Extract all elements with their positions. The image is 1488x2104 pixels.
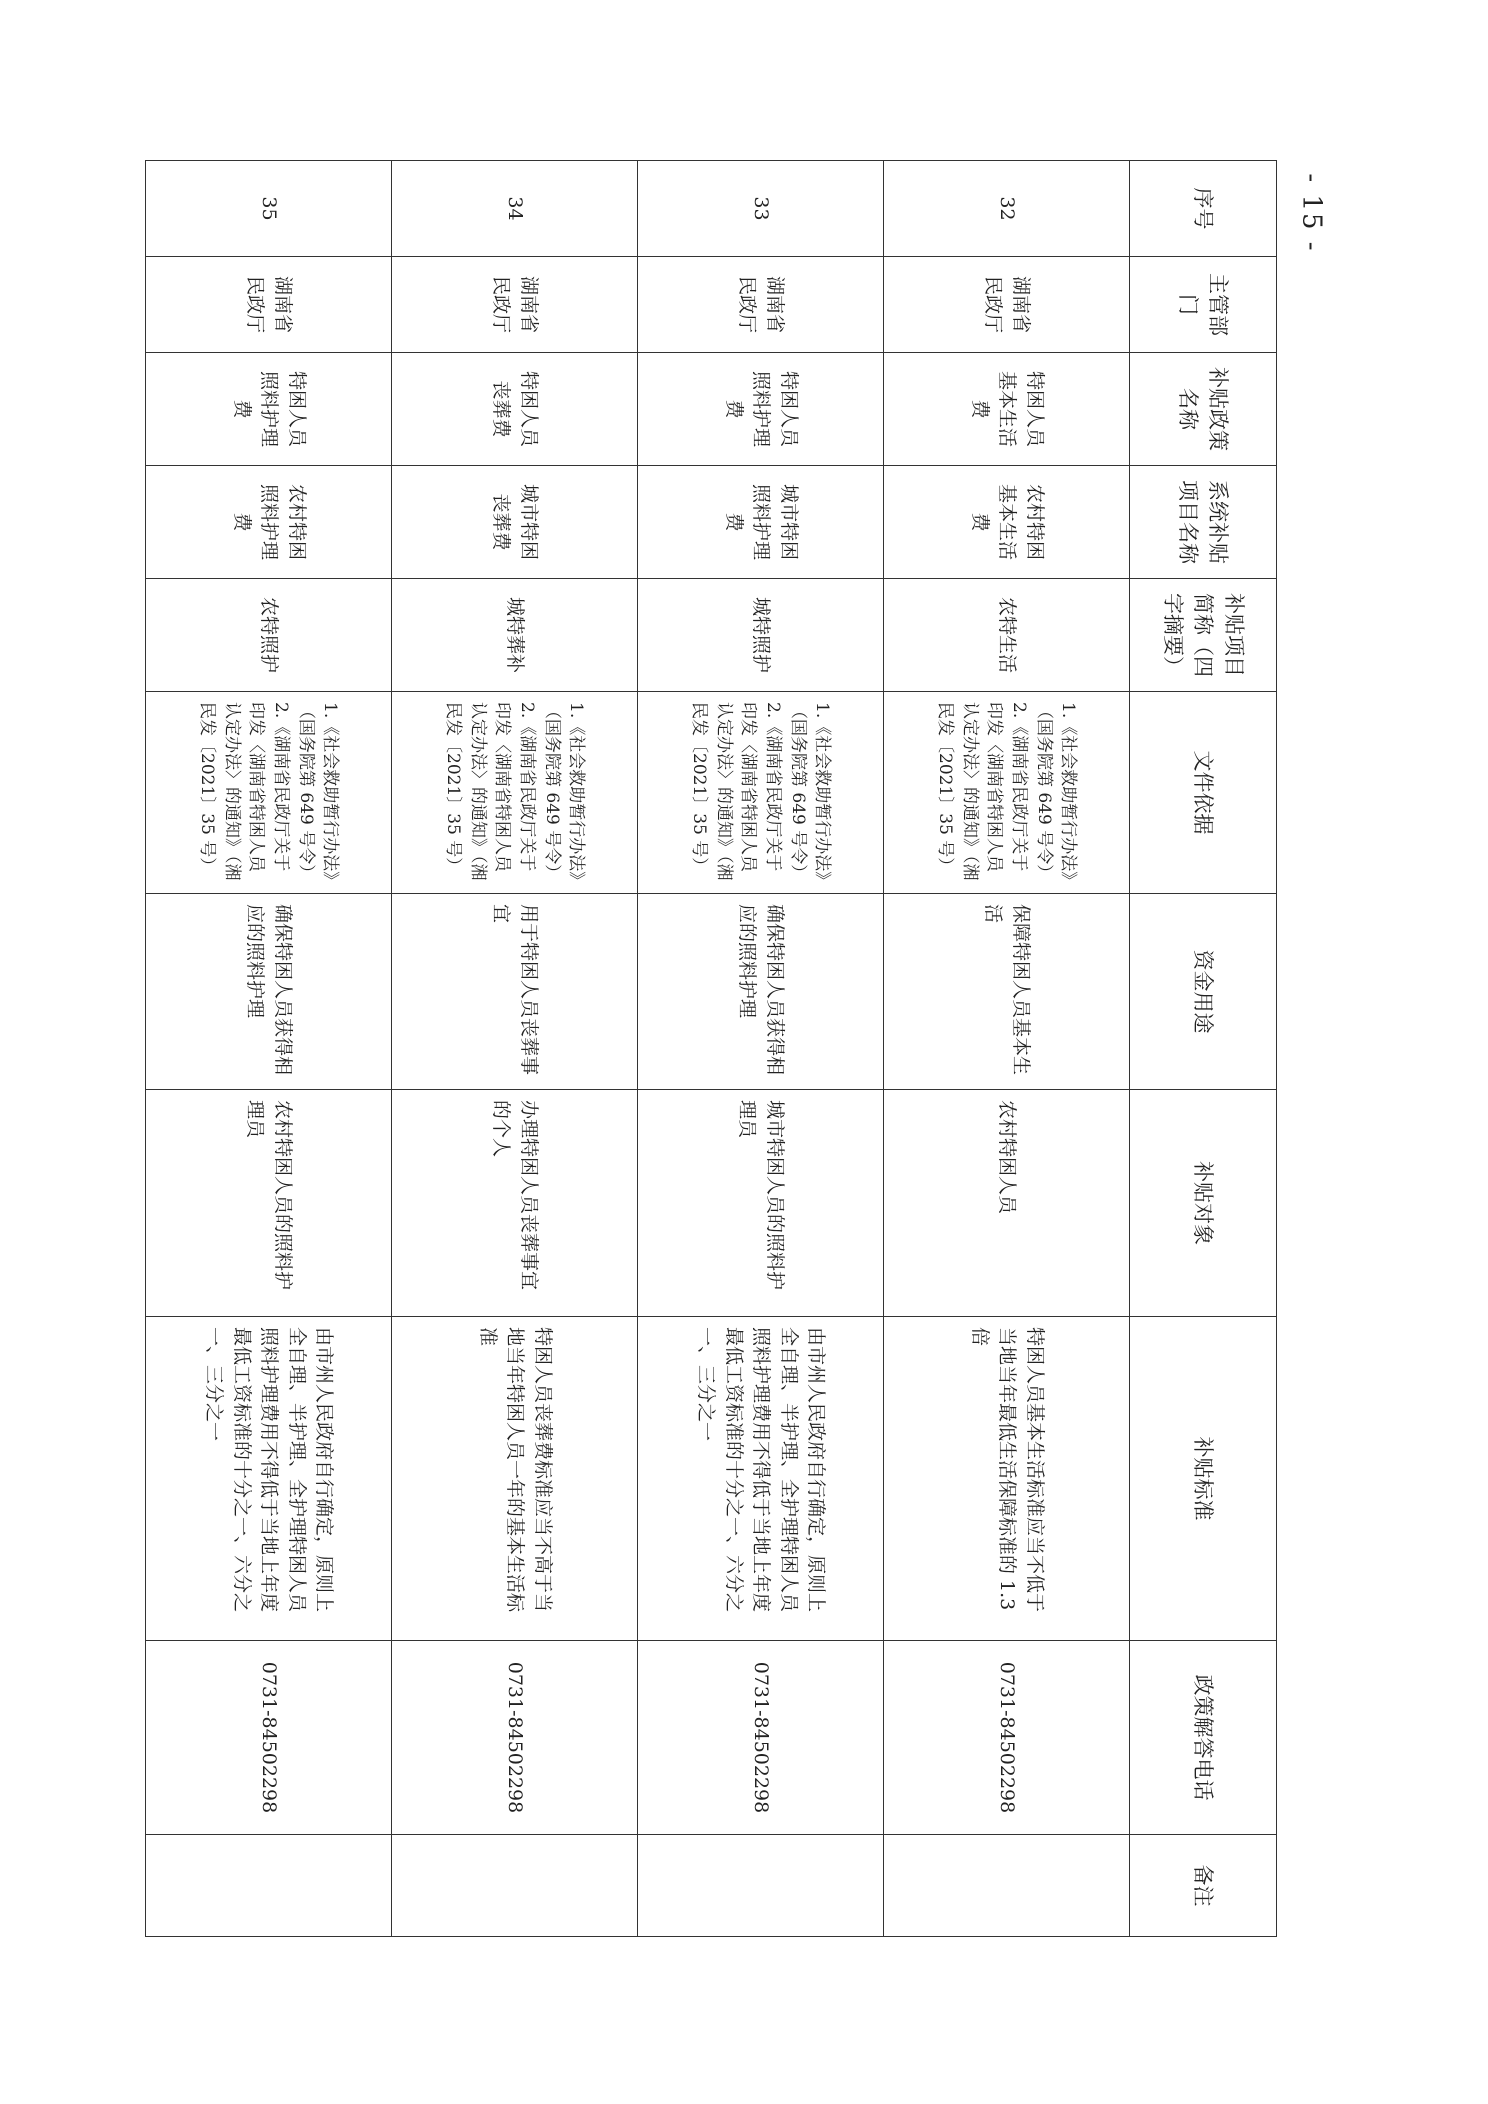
header-standard: 补贴标准: [1130, 1317, 1277, 1641]
cell-usage: 确保特困人员获得相应的照料护理: [146, 894, 392, 1090]
cell-policy: 特困人员照料护理费: [638, 353, 884, 466]
basis-item-2: 2.《湖南省民政厅关于印发〈湖南省特困人员认定办法〉的通知》（湘民发〔2021〕35 号）: [935, 702, 1030, 881]
cell-policy: 特困人员照料护理费: [146, 353, 392, 466]
cell-policy: 特困人员基本生活费: [884, 353, 1130, 466]
header-target: 补贴对象: [1130, 1090, 1277, 1317]
header-abbr: 补贴项目简称（四字摘要）: [1130, 579, 1277, 692]
cell-system-name: 农村特困基本生活费: [884, 466, 1130, 579]
basis-item-1: 1.《社会救助暂行办法》（国务院第 649 号令）: [787, 702, 833, 882]
table-row: [638, 161, 884, 1937]
cell-dept: 湖南省民政厅: [392, 257, 638, 353]
table-header-row: [1130, 161, 1277, 1937]
basis-item-2: 2.《湖南省民政厅关于印发〈湖南省特困人员认定办法〉的通知》（湘民发〔2021〕35 号）: [689, 702, 784, 881]
subsidy-table-wrapper: [145, 160, 1277, 1936]
cell-target: 农村特困人员的照料护理员: [146, 1090, 392, 1317]
cell-seq: 34: [392, 161, 638, 257]
cell-system-name: 城市特困照料护理费: [638, 466, 884, 579]
cell-note: [146, 1835, 392, 1937]
cell-usage: 保障特困人员基本生活: [884, 894, 1130, 1090]
cell-basis: [638, 692, 884, 894]
cell-policy: 特困人员丧葬费: [392, 353, 638, 466]
header-note: 备注: [1130, 1835, 1277, 1937]
basis-item-1: 1.《社会救助暂行办法》（国务院第 649 号令）: [1033, 702, 1079, 882]
cell-abbr: 城特照护: [638, 579, 884, 692]
cell-abbr: 城特葬补: [392, 579, 638, 692]
table-row: [392, 161, 638, 1937]
cell-seq: 33: [638, 161, 884, 257]
cell-note: [638, 1835, 884, 1937]
cell-target: 农村特困人员: [884, 1090, 1130, 1317]
header-usage: 资金用途: [1130, 894, 1277, 1090]
cell-standard: 由市州人民政府自行确定，原则上全自理、半护理、全护理特困人员照料护理费用不得低于当地上年度最低工资标准的十分之一、六分之一、三分之一: [146, 1317, 392, 1641]
cell-basis: [884, 692, 1130, 894]
cell-usage: 确保特困人员获得相应的照料护理: [638, 894, 884, 1090]
cell-note: [392, 1835, 638, 1937]
header-dept: 主管部门: [1130, 257, 1277, 353]
cell-abbr: 农特照护: [146, 579, 392, 692]
basis-item-1: 1.《社会救助暂行办法》（国务院第 649 号令）: [295, 702, 341, 882]
cell-basis: [146, 692, 392, 894]
table-row: [884, 161, 1130, 1937]
cell-phone: 0731-84502298: [146, 1641, 392, 1835]
cell-dept: 湖南省民政厅: [146, 257, 392, 353]
cell-dept: 湖南省民政厅: [884, 257, 1130, 353]
header-basis: 文件依据: [1130, 692, 1277, 894]
page-number: [1292, 168, 1332, 258]
cell-note: [884, 1835, 1130, 1937]
cell-usage: 用于特困人员丧葬事宜: [392, 894, 638, 1090]
header-phone: 政策解答电话: [1130, 1641, 1277, 1835]
basis-item-2: 2.《湖南省民政厅关于印发〈湖南省特困人员认定办法〉的通知》（湘民发〔2021〕35 号）: [197, 702, 292, 881]
cell-system-name: 农村特困照料护理费: [146, 466, 392, 579]
cell-phone: 0731-84502298: [884, 1641, 1130, 1835]
header-seq: 序号: [1130, 161, 1277, 257]
cell-target: 城市特困人员的照料护理员: [638, 1090, 884, 1317]
cell-standard: 由市州人民政府自行确定，原则上全自理、半护理、全护理特困人员照料护理费用不得低于当地上年度最低工资标准的十分之一、六分之一、三分之一: [638, 1317, 884, 1641]
cell-dept: 湖南省民政厅: [638, 257, 884, 353]
page-number-text: - 15 -: [1297, 173, 1327, 253]
header-policy: 补贴政策名称: [1130, 353, 1277, 466]
cell-abbr: 农特生活: [884, 579, 1130, 692]
cell-system-name: 城市特困丧葬费: [392, 466, 638, 579]
cell-seq: 35: [146, 161, 392, 257]
basis-item-2: 2.《湖南省民政厅关于印发〈湖南省特困人员认定办法〉的通知》（湘民发〔2021〕35 号）: [443, 702, 538, 881]
basis-item-1: 1.《社会救助暂行办法》（国务院第 649 号令）: [541, 702, 587, 882]
cell-target: 办理特困人员丧葬事宜的个人: [392, 1090, 638, 1317]
cell-phone: 0731-84502298: [392, 1641, 638, 1835]
subsidy-table: [145, 160, 1277, 1937]
cell-standard: 特困人员丧葬费标准应当不高于当地当年特困人员一年的基本生活标准: [392, 1317, 638, 1641]
cell-standard: 特困人员基本生活标准应当不低于当地当年最低生活保障标准的 1.3 倍: [884, 1317, 1130, 1641]
table-row: [146, 161, 392, 1937]
cell-phone: 0731-84502298: [638, 1641, 884, 1835]
cell-basis: [392, 692, 638, 894]
cell-seq: 32: [884, 161, 1130, 257]
header-system-name: 系统补贴项目名称: [1130, 466, 1277, 579]
